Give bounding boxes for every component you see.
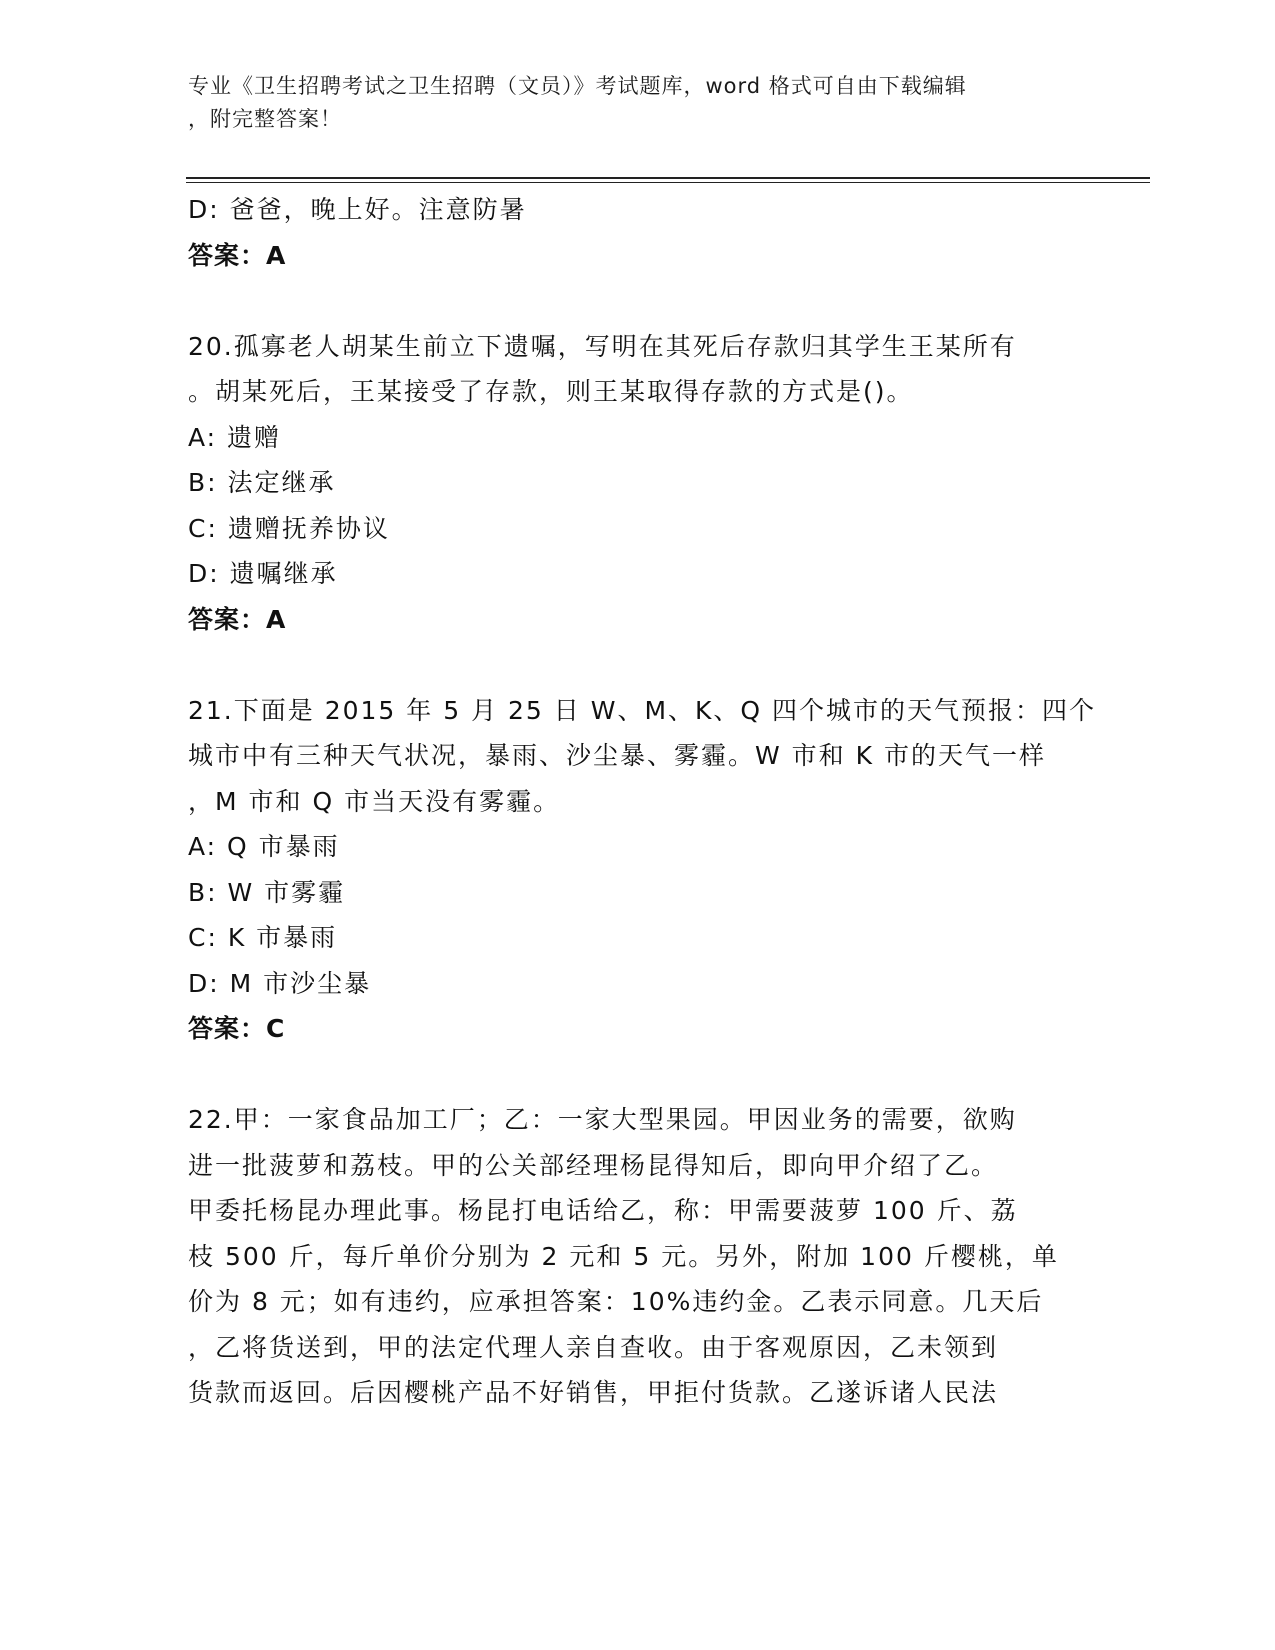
header-divider-thick bbox=[186, 177, 1150, 179]
option-d: D: 遗嘱继承 bbox=[188, 559, 338, 588]
question-stem-line: 甲委托杨昆办理此事。杨昆打电话给乙，称：甲需要菠萝 100 斤、荔 bbox=[188, 1196, 1018, 1225]
question-20 bbox=[188, 324, 1088, 643]
option-a: A: 遗赠 bbox=[188, 422, 282, 452]
question-stem-line: 价为 8 元；如有违约，应承担答案：10%违约金。乙表示同意。几天后 bbox=[188, 1287, 1044, 1316]
question-stem-line: ，乙将货送到，甲的法定代理人亲自查收。由于客观原因，乙未领到 bbox=[188, 1332, 999, 1362]
document-header bbox=[188, 70, 1068, 136]
option-c: C: 遗赠抚养协议 bbox=[188, 513, 390, 543]
question-21 bbox=[188, 688, 1097, 1052]
document-body bbox=[188, 187, 1097, 1416]
question-stem-line: ，M 市和 Q 市当天没有雾霾。 bbox=[188, 786, 561, 816]
question-stem-line: 枝 500 斤，每斤单价分别为 2 元和 5 元。另外，附加 100 斤樱桃，单 bbox=[188, 1241, 1059, 1271]
header-title-line-1: 专业《卫生招聘考试之卫生招聘（文员）》考试题库，word 格式可自由下载编辑 bbox=[188, 74, 967, 98]
question-stem-line: 20.孤寡老人胡某生前立下遗嘱，写明在其死后存款归其学生王某所有 bbox=[188, 331, 1017, 361]
question-spacer bbox=[188, 642, 1088, 688]
option-a: A: Q 市暴雨 bbox=[188, 832, 340, 861]
question-stem-line: 22.甲：一家食品加工厂；乙：一家大型果园。甲因业务的需要，欲购 bbox=[188, 1105, 1017, 1134]
option-d: D: M 市沙尘暴 bbox=[188, 968, 372, 998]
question-stem-line: 城市中有三种天气状况，暴雨、沙尘暴、雾霾。W 市和 K 市的天气一样 bbox=[188, 741, 1046, 770]
answer-line: 答案：A bbox=[188, 240, 287, 270]
question-stem-line: 。胡某死后，王某接受了存款，则王某取得存款的方式是()。 bbox=[188, 377, 914, 406]
answer-line: 答案：A bbox=[188, 604, 287, 634]
option-c: C: K 市暴雨 bbox=[188, 923, 338, 952]
header-divider-thin bbox=[186, 182, 1150, 183]
question-spacer bbox=[188, 278, 1088, 324]
option-d: D: 爸爸，晚上好。注意防暑 bbox=[188, 195, 527, 224]
question-stem-line: 货款而返回。后因樱桃产品不好销售，甲拒付货款。乙遂诉诸人民法 bbox=[188, 1378, 999, 1407]
option-b: B: 法定继承 bbox=[188, 468, 336, 497]
question-stem-line: 进一批菠萝和荔枝。甲的公关部经理杨昆得知后，即向甲介绍了乙。 bbox=[188, 1150, 999, 1180]
previous-question-tail bbox=[188, 187, 1088, 278]
option-b: B: W 市雾霾 bbox=[188, 877, 346, 907]
question-stem-line: 21.下面是 2015 年 5 月 25 日 W、M、K、Q 四个城市的天气预报：四个 bbox=[188, 695, 1097, 725]
question-22 bbox=[188, 1097, 1088, 1416]
answer-line: 答案：C bbox=[188, 1014, 286, 1043]
header-title-line-2: ，附完整答案！ bbox=[188, 107, 342, 131]
question-spacer bbox=[188, 1052, 1088, 1098]
